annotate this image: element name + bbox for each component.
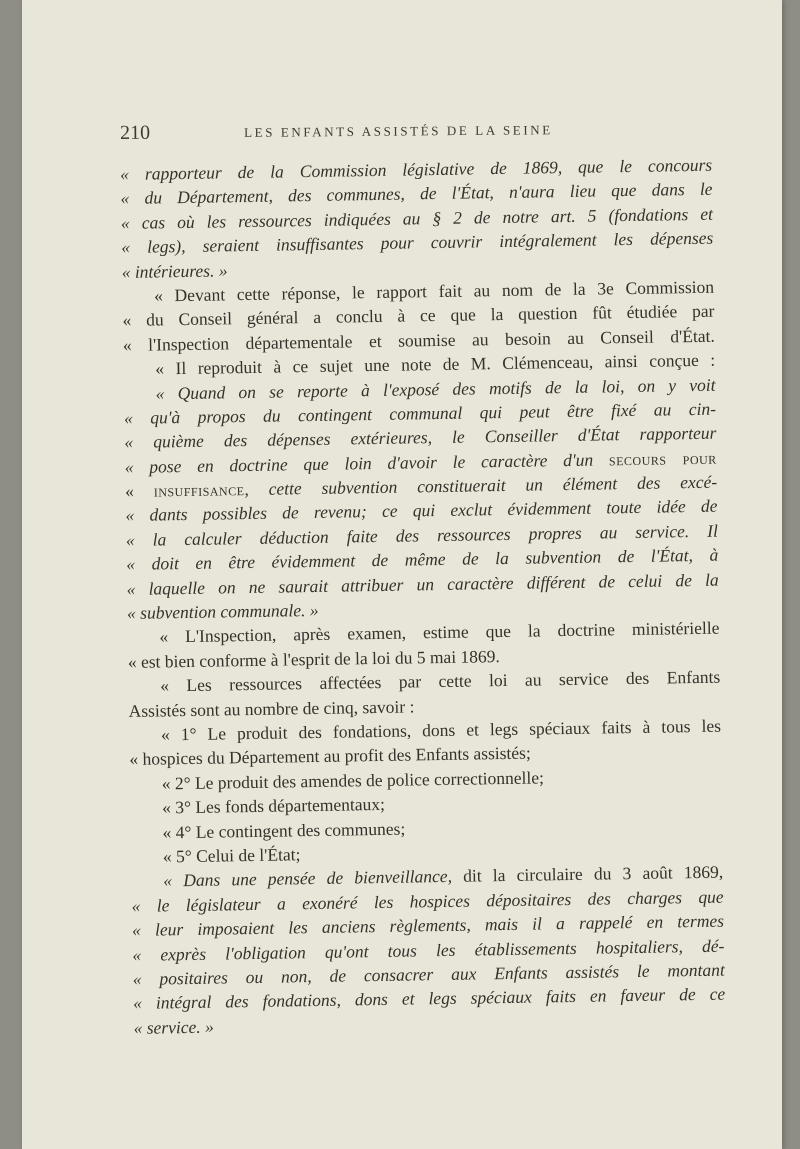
text-run: « la calculer déduction faite des ressources propres au service. Il bbox=[125, 520, 719, 550]
book-page bbox=[22, 0, 782, 1149]
text-run: « rapporteur de la Commission législative de 1869, que le concours bbox=[120, 154, 713, 184]
text-run: « doit en être évidemment de même de la subvention de l'État, à bbox=[126, 544, 719, 575]
text-run: « subvention communale. » bbox=[126, 599, 319, 623]
text-run: « pose en doctrine que loin d'avoir le caractère d'un bbox=[124, 449, 610, 477]
text-run: « est bien conforme à l'esprit de la loi du 5 mai 1869. bbox=[127, 645, 500, 672]
text-run: « cas où les ressources indiquées au § 2 de notre art. 5 (fondations et bbox=[120, 203, 714, 233]
text-run: « 2° Le produit des amendes de police correctionnelle; bbox=[161, 767, 545, 794]
text-run: « intégral des fondations, dons et legs spéciaux faits en faveur de ce bbox=[133, 983, 726, 1014]
text-run: « Devant cette réponse, le rapport fait au nom de la 3e Commission bbox=[153, 276, 715, 306]
text-run: « 1° Le produit des fondations, dons et legs spéciaux faits à tous les bbox=[160, 715, 722, 745]
text-run: Assistés sont au nombre de cinq, savoir : bbox=[128, 696, 415, 721]
text-run: « bbox=[125, 480, 154, 502]
text-run: « intérieures. » bbox=[121, 259, 228, 282]
text-run: dit la circulaire du 3 août 1869, bbox=[451, 861, 724, 887]
text-run: « Les ressources affectées par cette loi au service des Enfants bbox=[160, 666, 721, 696]
text-run: « 4° Le contingent des communes; bbox=[162, 818, 406, 842]
text-run: « positaires ou non, de consacrer aux Enfants assistés le montant bbox=[132, 959, 725, 989]
text-run: « L'Inspection, après examen, estime que la doctrine ministérielle bbox=[159, 618, 720, 647]
text-run: « dants possibles de revenu; ce qui exclut évidemment toute idée de bbox=[125, 496, 718, 526]
text-run: « laquelle on ne saurait attribuer un caractère différent de celui de la bbox=[126, 569, 719, 599]
text-run: « qu'à propos du contingent communal qui peut être fixé au cin- bbox=[123, 398, 717, 428]
text-run: « exprès l'obligation qu'ont tous les établissements hospitaliers, dé- bbox=[132, 935, 725, 965]
text-run: « legs), seraient insuffisantes pour couvrir intégralement les dépenses bbox=[121, 227, 714, 258]
page-number: 210 bbox=[120, 121, 151, 144]
text-run: « Quand on se reporte à l'exposé des motifs de la loi, on y voit bbox=[155, 374, 716, 403]
text-run: secours pour bbox=[608, 447, 717, 470]
running-head: LES ENFANTS ASSISTÉS DE LA SEINE bbox=[244, 122, 553, 140]
text-run: « du Conseil général a conclu à ce que la question fût étudiée par bbox=[122, 301, 715, 331]
text-run: , cette subvention constituerait un élément des excé- bbox=[244, 471, 718, 500]
text-run: « quième des dépenses extérieures, le Conseiller d'État rapporteur bbox=[124, 422, 717, 453]
text-run: insuffisance bbox=[153, 479, 245, 501]
text-run: « service. » bbox=[133, 1016, 214, 1038]
text-run: « 3° Les fonds départementaux; bbox=[161, 794, 386, 818]
text-run: « Dans une pensée de bienveillance, bbox=[163, 866, 453, 891]
body-text bbox=[120, 153, 726, 1040]
text-run: « Il reproduit à ce sujet une note de M. Clémenceau, ainsi conçue : bbox=[155, 349, 716, 379]
text-run: « l'Inspection départementale et soumise au besoin au Conseil d'État. bbox=[122, 325, 715, 355]
text-run: « hospices du Département au profit des Enfants assistés; bbox=[129, 742, 531, 770]
text-run: « le législateur a exonéré les hospices dépositaires des charges que bbox=[131, 886, 724, 916]
text-run: « leur imposaient les anciens règlements, mais il a rappelé en termes bbox=[131, 910, 725, 941]
page-header bbox=[120, 117, 680, 152]
text-run: « 5° Celui de l'État; bbox=[162, 844, 301, 867]
text-run: « du Département, des communes, de l'État, n'aura lieu que dans le bbox=[120, 179, 713, 209]
